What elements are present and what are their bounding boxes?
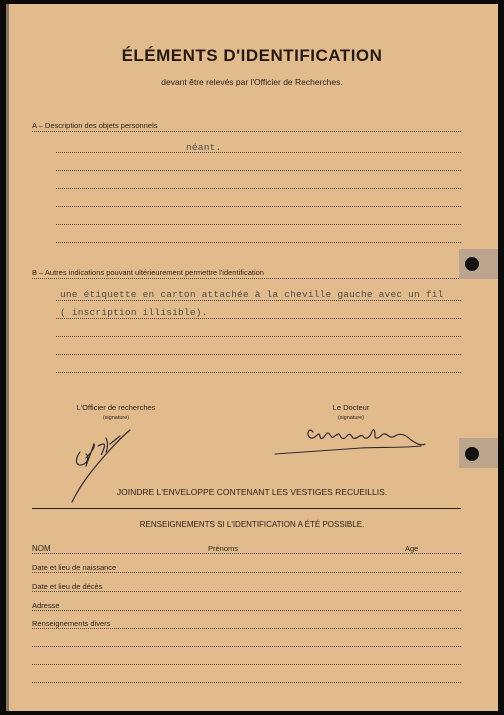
dotted-line: [32, 131, 461, 132]
section-a-label: A – Description des objets personnels: [32, 121, 158, 130]
dotted-line: [56, 152, 461, 153]
dotted-line: [56, 206, 461, 207]
dotted-line: [32, 278, 461, 279]
dotted-line: [56, 188, 461, 189]
dotted-line: [56, 318, 461, 319]
dotted-line: [32, 664, 461, 665]
doctor-signature-subcaption: (signature): [337, 415, 365, 421]
section-a-typed-value: néant.: [186, 142, 222, 153]
dotted-line: [32, 628, 461, 629]
field-adresse-label: Adresse: [32, 601, 60, 610]
section-c-title: RENSEIGNEMENTS SI L'IDENTIFICATION A ÉTÉ POSSIBLE.: [139, 520, 365, 529]
dotted-line: [56, 372, 461, 373]
punch-hole: [465, 257, 479, 271]
dotted-line: [32, 591, 461, 592]
section-b-typed-line-1: une étiquette en carton attachée à la cheville gauche avec un fil: [60, 289, 444, 300]
separator-rule: [32, 508, 461, 509]
dotted-line: [32, 610, 461, 611]
dotted-line: [32, 572, 461, 573]
doctor-handwritten-signature: [261, 422, 431, 462]
form-subtitle: devant être relevés par l'Officier de Recherches.: [161, 77, 343, 87]
dotted-line: [56, 170, 461, 171]
section-b-label: B – Autres indications pouvant ultérieurement permettre l'identification: [32, 268, 264, 277]
section-b-typed-line-2: ( inscription illisible).: [60, 307, 208, 318]
field-nom-label: NOM: [32, 544, 51, 553]
punch-hole: [465, 447, 479, 461]
dotted-line: [32, 646, 461, 647]
dotted-line: [32, 553, 461, 554]
field-date-naissance-label: Date et lieu de naissance: [32, 563, 117, 572]
instruction-text: JOINDRE L'ENVELOPPE CONTENANT LES VESTIGES RECUEILLIS.: [116, 487, 388, 497]
dotted-line: [56, 224, 461, 225]
paper-edge: [6, 4, 9, 711]
officer-signature-subcaption: (signature): [102, 415, 130, 421]
dotted-line: [56, 300, 461, 301]
form-title: ÉLÉMENTS D'IDENTIFICATION: [121, 46, 383, 65]
dotted-line: [32, 682, 461, 683]
officer-signature-caption: L'Officier de recherches: [76, 403, 156, 412]
field-date-deces-label: Date et lieu de décès: [32, 582, 103, 591]
identification-form: [6, 4, 498, 711]
field-prenoms-label: Prénoms: [208, 544, 239, 553]
dotted-line: [56, 242, 461, 243]
field-divers-label: Renseignements divers: [32, 619, 111, 628]
dotted-line: [56, 336, 461, 337]
dotted-line: [56, 354, 461, 355]
field-age-label: Age: [405, 544, 419, 553]
doctor-signature-caption: Le Docteur: [332, 403, 370, 412]
